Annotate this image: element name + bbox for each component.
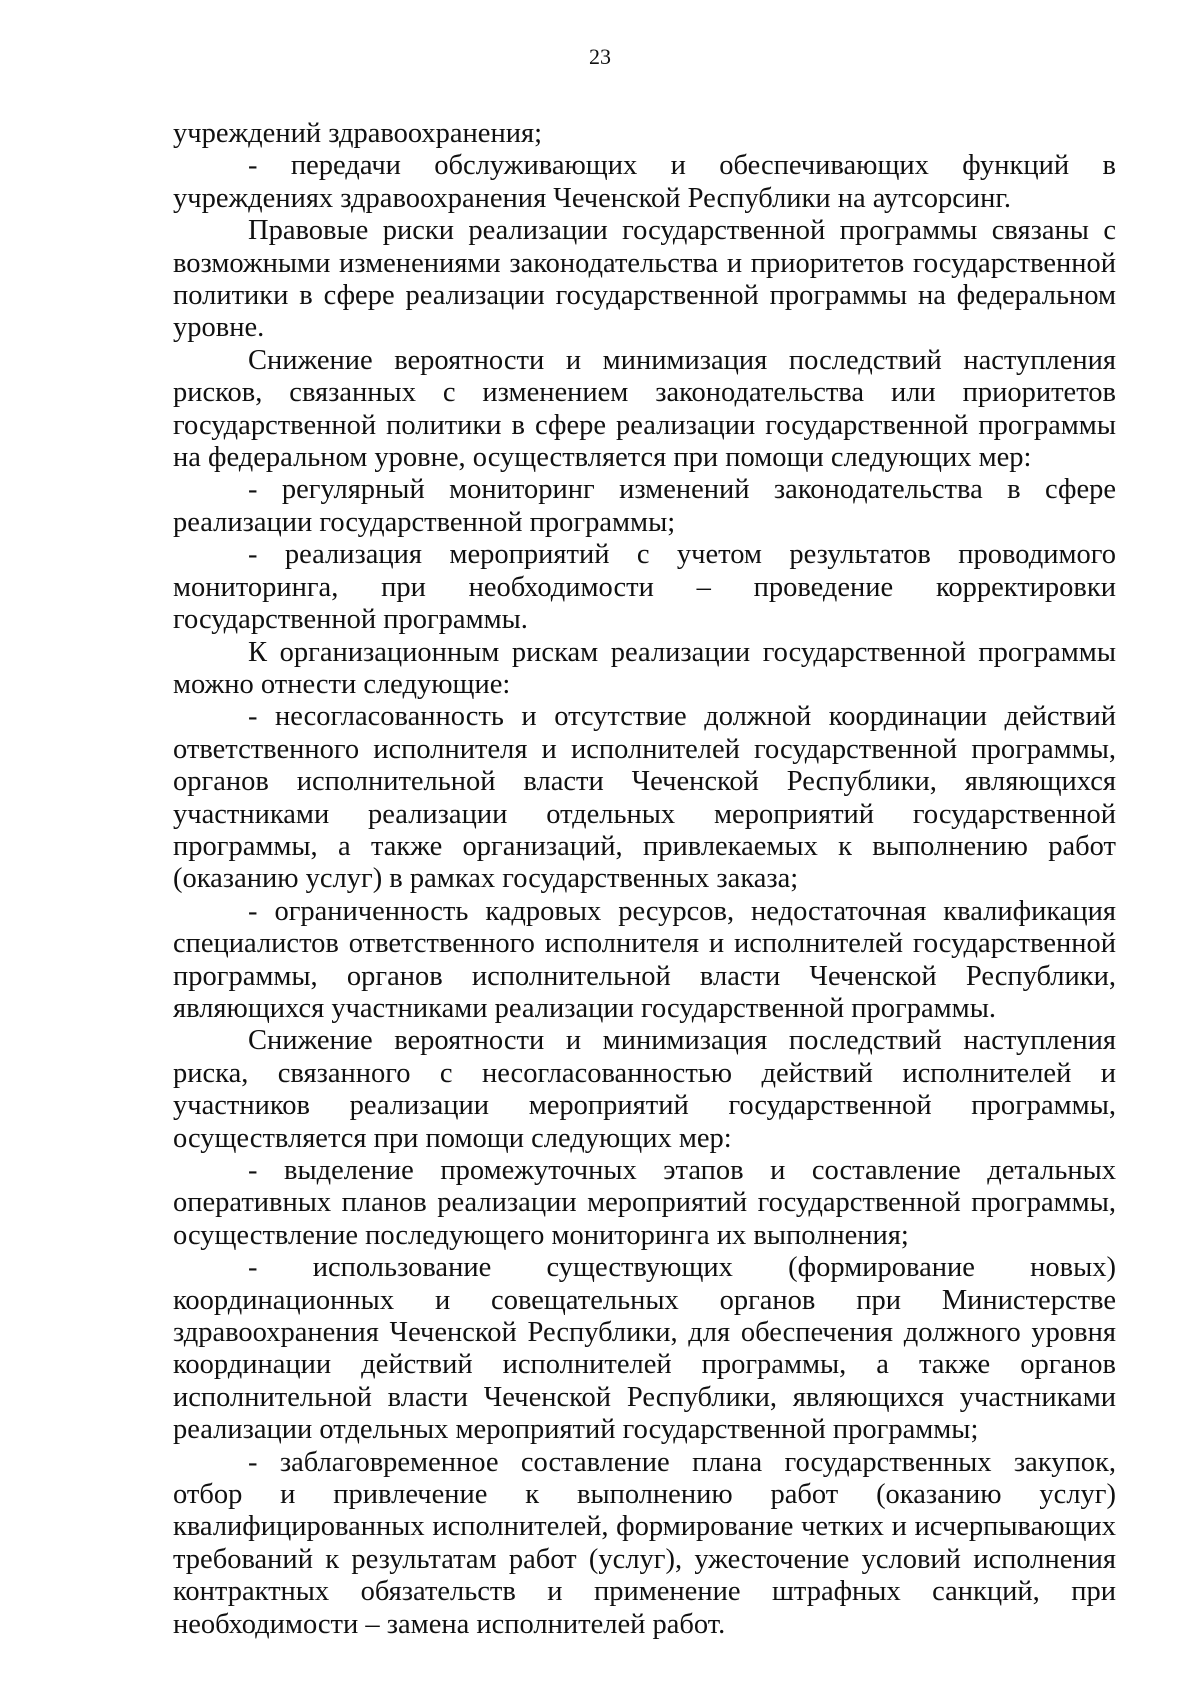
paragraph-outsourcing-item: - передачи обслуживающих и обеспечивающих функций в учреждениях здравоохранения Чеченской Республики на аутсорсинг. bbox=[173, 150, 1116, 214]
paragraph-procurement-item: - заблаговременное составление плана государственных закупок, отбор и привлечение к выполнению работ (оказанию услуг) квалифицированных исполнителей, формирование четких и исчерпывающих требований к результатам работ (услуг), ужесточение условий исполнения контрактных обязательств и применение штрафных санкций, при необходимости – замена исполнителей работ. bbox=[173, 1446, 1116, 1640]
paragraph-stages-item: - выделение промежуточных этапов и составление детальных оперативных планов реализации мероприятий государственной программы, осуществление последующего мониторинга их выполнения; bbox=[173, 1155, 1116, 1251]
paragraph-staff-item: - ограниченность кадровых ресурсов, недостаточная квалификация специалистов ответственного исполнителя и исполнителей государственной программы, органов исполнительной власти Чеченской Республики, являющихся участниками реализации государственной программы. bbox=[173, 895, 1116, 1024]
document-body bbox=[173, 118, 1116, 1641]
paragraph-organizational-risks: К организационным рискам реализации государственной программы можно отнести следующие: bbox=[173, 636, 1116, 700]
paragraph-continuation: учреждений здравоохранения; bbox=[173, 118, 542, 149]
paragraph-legal-risk-mitigation: Снижение вероятности и минимизация последствий наступления рисков, связанных с изменением законодательства или приоритетов государственной политики в сфере реализации государственной программы на федеральном уровне, осуществляется при помощи следующих мер: bbox=[173, 344, 1116, 474]
page-number: 23 bbox=[589, 44, 611, 69]
paragraph-implementation-item: - реализация мероприятий с учетом результатов проводимого мониторинга, при необходимости – проведение корректировки государственной программы. bbox=[173, 539, 1116, 636]
paragraph-coordination-risk-mitigation: Снижение вероятности и минимизация последствий наступления риска, связанного с несогласованностью действий исполнителей и участников реализации мероприятий государственной программы, осуществляется при помощи следующих мер: bbox=[173, 1025, 1116, 1154]
paragraph-legal-risks: Правовые риски реализации государственной программы связаны с возможными изменениями законодательства и приоритетов государственной политики в сфере реализации государственной программы на федеральном уровне. bbox=[173, 215, 1116, 344]
paragraph-coordination-item: - несогласованность и отсутствие должной координации действий ответственного исполнителя и исполнителей государственной программы, органов исполнительной власти Чеченской Республики, являющихся участниками реализации отдельных мероприятий государственной программы, а также организаций, привлекаемых к выполнению работ (оказанию услуг) в рамках государственных заказа; bbox=[173, 701, 1116, 895]
paragraph-bodies-item: - использование существующих (формирование новых) координационных и совещательных органов при Министерстве здравоохранения Чеченской Республики, для обеспечения должного уровня координации действий исполнителей программы, а также органов исполнительной власти Чеченской Республики, являющихся участниками реализации отдельных мероприятий государственной программы; bbox=[173, 1252, 1116, 1446]
paragraph-monitoring-item: - регулярный мониторинг изменений законодательства в сфере реализации государственной программы; bbox=[173, 474, 1116, 538]
